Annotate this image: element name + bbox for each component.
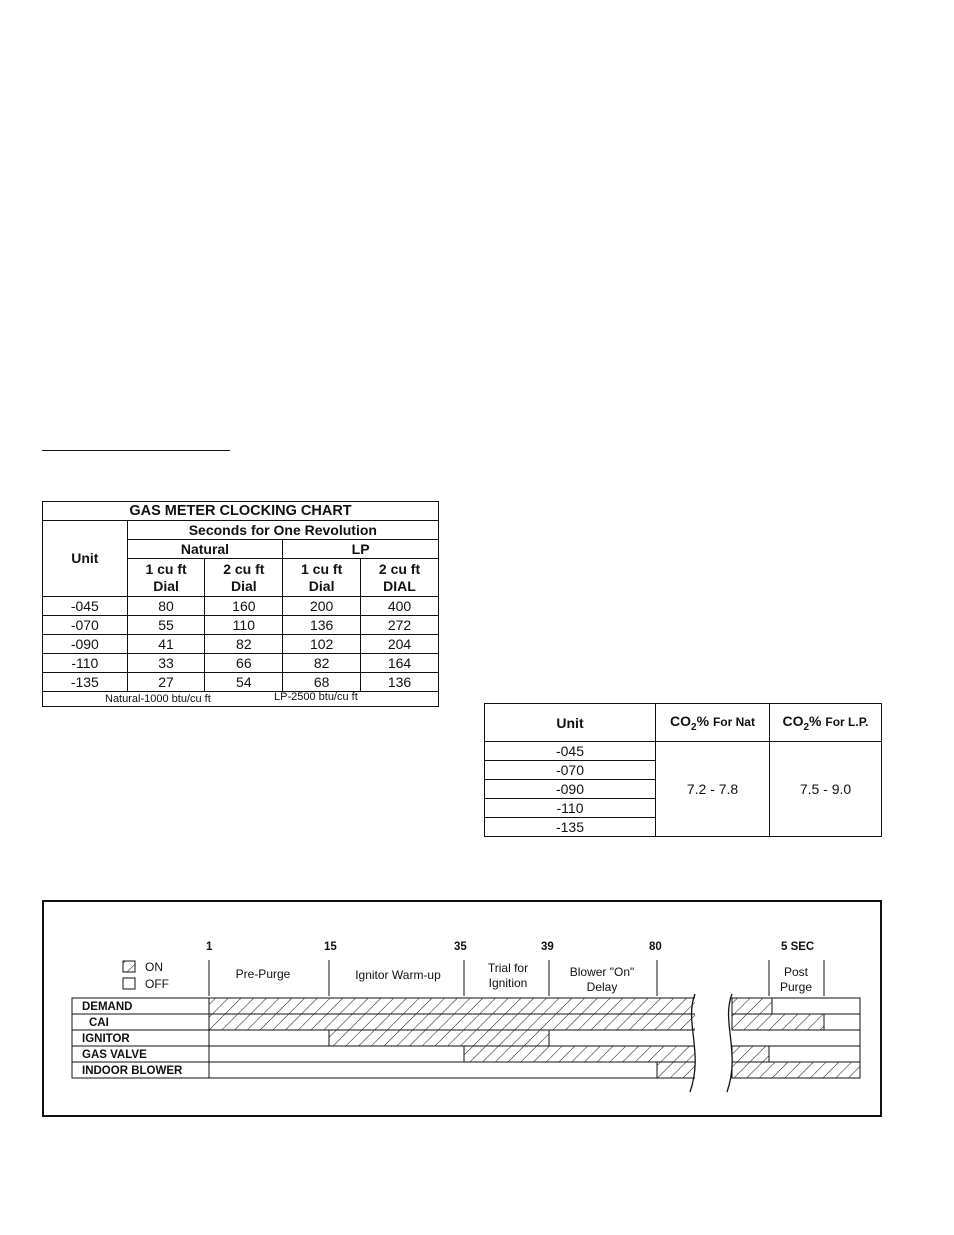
phase-ignitor-warm-up: Ignitor Warm-up — [355, 968, 441, 982]
phase-blower-on: Blower "On" — [569, 965, 635, 979]
seconds-cell: 200 — [283, 597, 361, 616]
phase-delay: Delay — [586, 980, 618, 994]
co2-unit-header: Unit — [485, 704, 656, 742]
row-ignitor: IGNITOR — [82, 1033, 130, 1045]
bar-demand-on — [209, 998, 699, 1014]
seconds-cell: 272 — [361, 616, 439, 635]
table-row — [485, 742, 882, 761]
gas-meter-clocking-chart — [42, 501, 439, 707]
lp-header: LP — [283, 540, 439, 559]
co2-unit-cell: -110 — [485, 799, 656, 818]
seconds-cell: 41 — [127, 635, 205, 654]
seconds-cell: 204 — [361, 635, 439, 654]
bar-blower-on-2 — [732, 1062, 860, 1078]
row-cai: CAI — [89, 1017, 109, 1029]
bar-gas-valve-on-2 — [732, 1046, 769, 1062]
timing-svg — [44, 902, 884, 1119]
footnote-natural: Natural-1000 btu/cu ft — [105, 693, 211, 705]
legend-on-swatch — [123, 961, 135, 972]
seconds-cell: 110 — [205, 616, 283, 635]
row-demand: DEMAND — [82, 1001, 133, 1013]
section-rule — [42, 450, 230, 451]
co2-nat-range: 7.2 - 7.8 — [656, 742, 770, 837]
row-indoor-blower: INDOOR BLOWER — [82, 1065, 183, 1077]
seconds-cell: 82 — [205, 635, 283, 654]
seconds-cell: 66 — [205, 654, 283, 673]
tick-39: 39 — [541, 941, 554, 953]
tick-5sec: 5 SEC — [781, 941, 815, 953]
seconds-cell: 160 — [205, 597, 283, 616]
seconds-cell: 136 — [361, 673, 439, 692]
seconds-cell: 27 — [127, 673, 205, 692]
unit-header: Unit — [43, 521, 128, 597]
table-row — [43, 654, 439, 673]
unit-cell: -070 — [43, 616, 128, 635]
unit-cell: -090 — [43, 635, 128, 654]
table-row — [43, 616, 439, 635]
seconds-cell: 400 — [361, 597, 439, 616]
chart-title: GAS METER CLOCKING CHART — [43, 502, 439, 521]
tick-1: 1 — [206, 941, 213, 953]
seconds-cell: 164 — [361, 654, 439, 673]
legend-off-swatch — [123, 978, 135, 989]
seconds-cell: 102 — [283, 635, 361, 654]
dial-header-1: 1 cu ft Dial — [127, 559, 205, 597]
bar-cai-on — [209, 1014, 699, 1030]
row-gas-valve: GAS VALVE — [82, 1049, 147, 1061]
seconds-cell: 82 — [283, 654, 361, 673]
table-row — [43, 673, 439, 692]
bar-cai-on-2 — [732, 1014, 824, 1030]
phase-pre-purge: Pre-Purge — [235, 967, 291, 981]
seconds-header: Seconds for One Revolution — [127, 521, 438, 540]
phase-post: Post — [783, 965, 809, 979]
bar-demand-on-2 — [732, 998, 772, 1014]
bar-gas-valve-on — [464, 1046, 699, 1062]
seconds-cell: 33 — [127, 654, 205, 673]
co2-nat-header: $CO_2\%$ For Nat — [656, 704, 770, 742]
dial-header-3: 1 cu ft Dial — [283, 559, 361, 597]
co2-unit-cell: -135 — [485, 818, 656, 837]
seconds-cell: 55 — [127, 616, 205, 635]
seconds-cell: 68 — [283, 673, 361, 692]
co2-unit-cell: -090 — [485, 780, 656, 799]
phase-purge: Purge — [779, 980, 813, 994]
tick-15: 15 — [324, 941, 337, 953]
tick-80: 80 — [649, 941, 662, 953]
co2-unit-cell: -070 — [485, 761, 656, 780]
natural-header: Natural — [127, 540, 283, 559]
footnote-row — [43, 692, 439, 707]
table-row — [43, 635, 439, 654]
seconds-cell: 136 — [283, 616, 361, 635]
co2-table — [484, 703, 882, 837]
unit-cell: -135 — [43, 673, 128, 692]
co2-lp-range: 7.5 - 9.0 — [770, 742, 882, 837]
footnote-lp: LP-2500 btu/cu ft — [274, 691, 358, 703]
seconds-cell: 54 — [205, 673, 283, 692]
unit-cell: -045 — [43, 597, 128, 616]
dial-header-4: 2 cu ft DIAL — [361, 559, 439, 597]
time-break — [695, 994, 732, 1086]
phase-ignition: Ignition — [488, 976, 528, 990]
ignition-timing-diagram — [42, 900, 882, 1117]
table-row — [43, 597, 439, 616]
bar-blower-on — [657, 1062, 699, 1078]
bar-ignitor-on — [329, 1030, 549, 1046]
tick-35: 35 — [454, 941, 467, 953]
seconds-cell: 80 — [127, 597, 205, 616]
phase-trial-for: Trial for — [487, 961, 529, 975]
dial-header-2: 2 cu ft Dial — [205, 559, 283, 597]
co2-lp-header: $CO_2\%$ For L.P. — [770, 704, 882, 742]
co2-unit-cell: -045 — [485, 742, 656, 761]
legend-on-label: ON — [145, 960, 163, 974]
unit-cell: -110 — [43, 654, 128, 673]
legend-off-label: OFF — [145, 977, 169, 991]
